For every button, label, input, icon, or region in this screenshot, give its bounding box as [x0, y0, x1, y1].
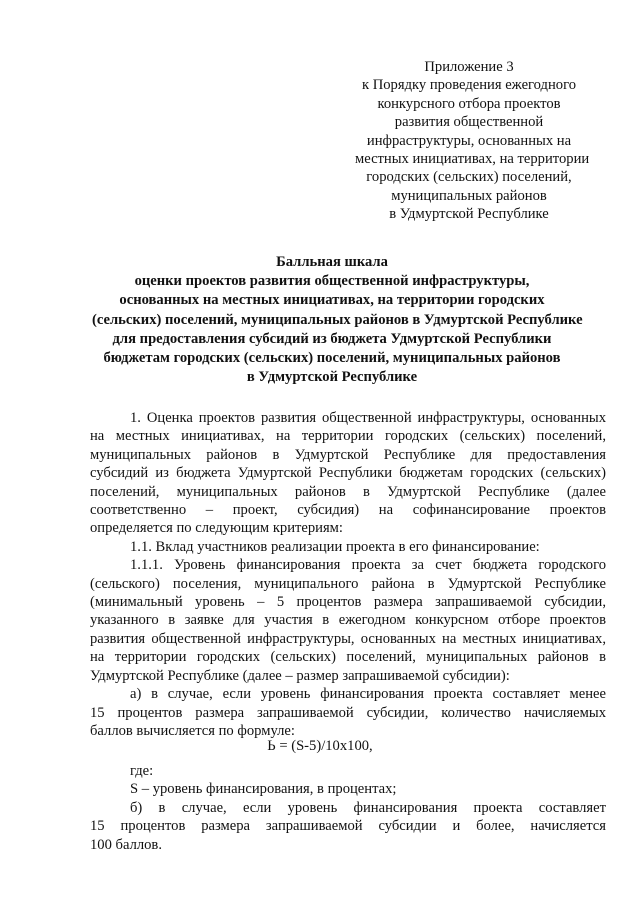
- paragraph-line: 1.1. Вклад участников реализации проекта в его финансирование:: [130, 538, 540, 555]
- paragraph-line: указанного в заявке для участия в ежегодном конкурсном отборе проектов: [90, 612, 606, 629]
- appendix-line: в Удмуртской Республике: [389, 206, 549, 223]
- appendix-line: к Порядку проведения ежегодного: [361, 77, 576, 94]
- paragraph-line: (сельского) поселения, муниципального района в Удмуртской Республике: [90, 575, 606, 592]
- paragraph-line: поселений, муниципальных районов в Удмуртской Республике (далее: [90, 483, 606, 500]
- paragraph-line: баллов вычисляется по формуле:: [90, 722, 295, 739]
- paragraph-line: субсидий из бюджета Удмуртской Республики бюджетам городских (сельских): [90, 465, 606, 482]
- where-label: где:: [130, 763, 154, 779]
- appendix-line: местных инициативах, на территории: [355, 151, 590, 168]
- title-line: (сельских) поселений, муниципальных районов в Удмуртской Республике: [92, 311, 583, 328]
- appendix-line: Приложение 3: [424, 59, 514, 75]
- title-line: бюджетам городских (сельских) поселений, муниципальных районов: [103, 350, 561, 367]
- paragraph-line: Удмуртской Республике (далее – размер запрашиваемой субсидии):: [90, 667, 510, 684]
- document-title: [92, 253, 583, 387]
- appendix-line: городских (сельских) поселений,: [366, 169, 572, 186]
- title-line: оценки проектов развития общественной инфраструктуры,: [134, 273, 530, 290]
- paragraph-line: 15 процентов размера запрашиваемой субсидии, количество начисляемых: [90, 704, 606, 721]
- appendix-line: конкурсного отбора проектов: [377, 95, 561, 112]
- paragraph-line: а) в случае, если уровень финансирования проекта составляет менее: [130, 686, 606, 703]
- paragraph-line: б) в случае, если уровень финансирования проекта составляет: [130, 799, 606, 816]
- formula: Ь = (S-5)/10х100,: [267, 738, 373, 754]
- paragraph-line: соответственно – проект, субсидия) на софинансирование проектов: [90, 502, 606, 519]
- appendix-header: [355, 58, 590, 224]
- paragraph-line: (минимальный уровень – 5 процентов размера запрашиваемой субсидии,: [90, 594, 606, 611]
- title-line: основанных на местных инициативах, на территории городских: [119, 292, 545, 309]
- paragraph-line: муниципальных районов в Удмуртской Республике для предоставления: [90, 446, 606, 463]
- appendix-line: развития общественной: [394, 114, 544, 131]
- appendix-line: инфраструктуры, основанных на: [366, 132, 572, 149]
- document-body-continued: [90, 762, 606, 854]
- variable-definition: S – уровень финансирования, в процентах;: [130, 781, 397, 798]
- appendix-line: муниципальных районов: [391, 187, 547, 204]
- paragraph-line: развития общественной инфраструктуры, основанных на местных инициативах,: [90, 630, 606, 647]
- paragraph-line: на территории городских (сельских) поселений, муниципальных районов в: [90, 649, 606, 666]
- document-body: [90, 409, 606, 740]
- paragraph-line: 15 процентов размера запрашиваемой субсидии и более, начисляется: [90, 818, 606, 835]
- paragraph-line: на местных инициативах, на территории городских (сельских) поселений,: [90, 428, 606, 445]
- paragraph-line: 1. Оценка проектов развития общественной инфраструктуры, основанных: [130, 410, 606, 426]
- paragraph-line: 1.1.1. Уровень финансирования проекта за счет бюджета городского: [130, 557, 606, 574]
- title-line: в Удмуртской Республике: [246, 369, 418, 386]
- title-line: Балльная шкала: [276, 254, 388, 270]
- title-line: для предоставления субсидий из бюджета Удмуртской Республики: [112, 330, 552, 347]
- paragraph-line: определяется по следующим критериям:: [90, 520, 343, 537]
- paragraph-line: 100 баллов.: [90, 836, 162, 853]
